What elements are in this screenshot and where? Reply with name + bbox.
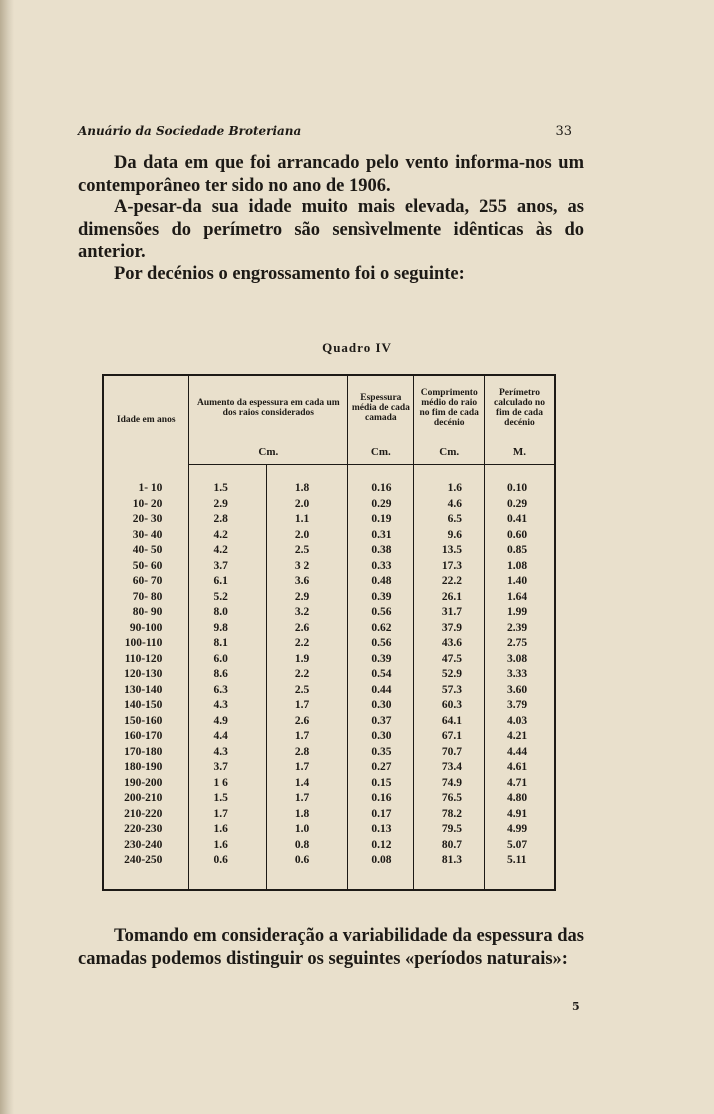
cell-increase-b: 2.5	[294, 544, 310, 556]
cell-radius: 74.9	[414, 776, 485, 792]
cell-thickness: 0.39	[348, 590, 414, 606]
table-row	[103, 807, 555, 823]
cell-increase-b: 2.6	[294, 714, 310, 727]
cell-thickness: 0.54	[348, 667, 414, 683]
cell-increase-b: 1.9	[294, 652, 310, 665]
cell-perimeter: 3.33	[484, 667, 555, 683]
cell-increase-b: 1.4	[294, 776, 310, 789]
cell-age: 60- 70	[132, 575, 163, 587]
cell-perimeter: 4.44	[484, 745, 555, 761]
cell-age: 20- 30	[132, 513, 163, 525]
cell-age: 170-180	[124, 745, 163, 758]
cell-radius: 60.3	[414, 698, 485, 714]
cell-increase-a: 3.7	[189, 760, 266, 776]
running-header	[78, 124, 572, 139]
cell-perimeter: 0.10	[484, 481, 555, 497]
cell-age: 230-240	[124, 838, 163, 851]
cell-perimeter: 4.71	[484, 776, 555, 792]
cell-increase-a: 8.6	[189, 667, 266, 683]
cell-perimeter: 5.11	[484, 853, 555, 890]
table-row	[103, 621, 555, 637]
cell-age: 200-210	[124, 792, 163, 804]
cell-age: 180-190	[124, 761, 163, 773]
cell-radius: 4.6	[414, 497, 485, 513]
table-row	[103, 714, 555, 730]
cell-thickness: 0.30	[348, 729, 414, 745]
table-row	[103, 838, 555, 854]
cell-radius: 9.6	[414, 528, 485, 544]
table-row	[103, 853, 555, 890]
table-row	[103, 574, 555, 590]
cell-thickness: 0.56	[348, 605, 414, 621]
cell-increase-a: 4.4	[189, 729, 266, 745]
cell-perimeter: 3.08	[484, 652, 555, 668]
cell-age: 70- 80	[132, 590, 163, 603]
cell-perimeter: 1.08	[484, 559, 555, 575]
cell-age: 30- 40	[132, 528, 163, 541]
cell-radius: 78.2	[414, 807, 485, 823]
table-caption: Quadro IV	[322, 340, 392, 355]
cell-perimeter: 1.64	[484, 590, 555, 606]
cell-thickness: 0.39	[348, 652, 414, 668]
cell-thickness: 0.08	[348, 853, 414, 890]
cell-increase-a: 5.2	[189, 590, 266, 606]
cell-radius: 73.4	[414, 760, 485, 776]
cell-perimeter: 0.29	[484, 497, 555, 513]
cell-thickness: 0.30	[348, 698, 414, 714]
cell-age: 190-200	[124, 776, 163, 789]
cell-thickness: 0.33	[348, 559, 414, 575]
cell-increase-b: 1.0	[294, 823, 310, 835]
cell-radius: 80.7	[414, 838, 485, 854]
cell-increase-a: 4.3	[189, 698, 266, 714]
cell-perimeter: 2.75	[484, 636, 555, 652]
table-row	[103, 512, 555, 528]
cell-increase-b: 3 2	[294, 559, 310, 572]
cell-thickness: 0.17	[348, 807, 414, 823]
cell-perimeter: 3.79	[484, 698, 555, 714]
cell-perimeter: 1.99	[484, 605, 555, 621]
table-row	[103, 760, 555, 776]
cell-increase-a: 1.5	[189, 481, 266, 497]
cell-thickness: 0.38	[348, 543, 414, 559]
table-row	[103, 698, 555, 714]
cell-perimeter: 4.91	[484, 807, 555, 823]
cell-thickness: 0.13	[348, 822, 414, 838]
cell-increase-b: 2.0	[294, 497, 310, 510]
table-row	[103, 528, 555, 544]
cell-perimeter: 0.60	[484, 528, 555, 544]
cell-thickness: 0.37	[348, 714, 414, 730]
cell-radius: 43.6	[414, 636, 485, 652]
cell-radius: 81.3	[414, 853, 485, 890]
cell-perimeter: 4.03	[484, 714, 555, 730]
table-row	[103, 590, 555, 606]
cell-increase-b: 2.2	[294, 637, 310, 649]
cell-increase-a: 6.1	[189, 574, 266, 590]
cell-age: 240-250	[124, 854, 163, 866]
cell-age: 40- 50	[132, 544, 163, 556]
unit-increase: Cm.	[189, 440, 348, 465]
cell-increase-b: 1.8	[294, 482, 310, 494]
cell-increase-b: 3.6	[294, 575, 310, 587]
cell-radius: 26.1	[414, 590, 485, 606]
cell-increase-b: 2.5	[294, 683, 310, 696]
cell-radius: 76.5	[414, 791, 485, 807]
cell-increase-a: 3.7	[189, 559, 266, 575]
cell-perimeter: 4.80	[484, 791, 555, 807]
cell-thickness: 0.29	[348, 497, 414, 513]
unit-thickness: Cm.	[348, 440, 414, 465]
cell-radius: 70.7	[414, 745, 485, 761]
unit-perimeter: M.	[484, 440, 555, 465]
cell-perimeter: 0.85	[484, 543, 555, 559]
cell-age: 150-160	[124, 714, 163, 727]
cell-increase-a: 4.9	[189, 714, 266, 730]
cell-increase-b: 1.7	[294, 761, 310, 773]
cell-increase-a: 1.6	[189, 838, 266, 854]
cell-increase-b: 2.0	[294, 528, 310, 541]
cell-perimeter: 4.61	[484, 760, 555, 776]
header-radius: Comprimento médio do raio no fim de cada decénio	[414, 375, 485, 440]
cell-radius: 17.3	[414, 559, 485, 575]
cell-radius: 67.1	[414, 729, 485, 745]
header-perimeter: Perímetro calculado no fim de cada decénio	[484, 375, 555, 440]
cell-increase-a: 8.1	[189, 636, 266, 652]
cell-increase-a: 6.0	[189, 652, 266, 668]
cell-increase-a: 1.7	[189, 807, 266, 823]
cell-increase-b: 2.8	[294, 745, 310, 758]
header-increase: Aumento da espessura em cada um dos raios considerados	[189, 375, 348, 440]
table-row	[103, 667, 555, 683]
cell-radius: 79.5	[414, 822, 485, 838]
cell-age: 100-110	[124, 637, 163, 649]
table-row	[103, 636, 555, 652]
table-row	[103, 745, 555, 761]
cell-thickness: 0.16	[348, 791, 414, 807]
table-row	[103, 543, 555, 559]
unit-radius: Cm.	[414, 440, 485, 465]
cell-increase-a: 9.8	[189, 621, 266, 637]
cell-increase-a: 6.3	[189, 683, 266, 699]
cell-radius: 6.5	[414, 512, 485, 528]
cell-increase-b: 2.9	[294, 590, 310, 603]
cell-perimeter: 0.41	[484, 512, 555, 528]
cell-increase-a: 0.6	[189, 853, 266, 890]
cell-increase-b: 0.6	[294, 854, 310, 866]
cell-thickness: 0.44	[348, 683, 414, 699]
cell-age: 220-230	[124, 823, 163, 835]
cell-increase-a: 8.0	[189, 605, 266, 621]
cell-radius: 31.7	[414, 605, 485, 621]
cell-thickness: 0.19	[348, 512, 414, 528]
header-thickness: Espessura média de cada camada	[348, 375, 414, 440]
cell-age: 110-120	[124, 652, 163, 665]
cell-thickness: 0.15	[348, 776, 414, 792]
cell-thickness: 0.27	[348, 760, 414, 776]
cell-radius: 47.5	[414, 652, 485, 668]
cell-radius: 52.9	[414, 667, 485, 683]
cell-increase-a: 1.6	[189, 822, 266, 838]
table-row	[103, 481, 555, 497]
cell-radius: 13.5	[414, 543, 485, 559]
cell-increase-b: 2.2	[294, 668, 310, 680]
cell-increase-b: 1.8	[294, 807, 310, 820]
cell-perimeter: 3.60	[484, 683, 555, 699]
cell-perimeter: 2.39	[484, 621, 555, 637]
cell-thickness: 0.62	[348, 621, 414, 637]
cell-thickness: 0.12	[348, 838, 414, 854]
table-row	[103, 683, 555, 699]
cell-age: 120-130	[124, 668, 163, 680]
paragraph-1: Da data em que foi arrancado pelo vento informa-nos um contemporâneo ter sido no ano de 1906.	[78, 153, 584, 196]
running-title: Anuário da Sociedade Broteriana	[78, 124, 302, 138]
table-row	[103, 497, 555, 513]
cell-increase-a: 4.2	[189, 528, 266, 544]
cell-perimeter: 1.40	[484, 574, 555, 590]
cell-age: 80- 90	[132, 606, 163, 618]
cell-radius: 37.9	[414, 621, 485, 637]
cell-increase-b: 3.2	[294, 606, 310, 618]
cell-increase-b: 0.8	[294, 838, 310, 851]
table-row	[103, 652, 555, 668]
paragraph-2: A-pesar-da sua idade muito mais elevada, 255 anos, as dimensões do perímetro são sensìvelmente idênticas às do anterior.	[78, 197, 584, 262]
cell-thickness: 0.35	[348, 745, 414, 761]
cell-age: 50- 60	[132, 559, 163, 572]
paragraph-4: Tomando em consideração a variabilidade da espessura das camadas podemos distinguir os seguintes «períodos naturais»:	[78, 926, 584, 969]
signature-mark: 5	[572, 1000, 580, 1013]
table-spacer-row	[103, 465, 555, 482]
cell-age: 90-100	[129, 621, 163, 634]
table-row	[103, 791, 555, 807]
cell-increase-b: 1.7	[294, 699, 310, 711]
table-row	[103, 729, 555, 745]
cell-increase-b: 1.7	[294, 730, 310, 742]
cell-increase-a: 4.3	[189, 745, 266, 761]
table-row	[103, 559, 555, 575]
page-edge	[0, 0, 14, 1114]
cell-thickness: 0.48	[348, 574, 414, 590]
cell-age: 160-170	[124, 730, 163, 742]
cell-increase-b: 2.6	[294, 621, 310, 634]
cell-radius: 57.3	[414, 683, 485, 699]
table-row	[103, 822, 555, 838]
cell-age: 10- 20	[132, 497, 163, 510]
cell-perimeter: 4.99	[484, 822, 555, 838]
cell-increase-a: 1 6	[189, 776, 266, 792]
cell-radius: 64.1	[414, 714, 485, 730]
cell-increase-b: 1.1	[294, 513, 310, 525]
table-body	[103, 465, 555, 890]
cell-increase-a: 1.5	[189, 791, 266, 807]
cell-thickness: 0.56	[348, 636, 414, 652]
cell-radius: 22.2	[414, 574, 485, 590]
cell-age: 210-220	[124, 807, 163, 820]
header-age: Idade em anos	[116, 415, 176, 426]
cell-age: 140-150	[124, 699, 163, 711]
cell-radius: 1.6	[414, 481, 485, 497]
cell-increase-a: 2.9	[189, 497, 266, 513]
table-row	[103, 776, 555, 792]
table-row	[103, 605, 555, 621]
page-number: 33	[555, 124, 572, 139]
cell-perimeter: 5.07	[484, 838, 555, 854]
cell-age: 130-140	[124, 683, 163, 696]
cell-age: 1- 10	[138, 482, 163, 494]
cell-perimeter: 4.21	[484, 729, 555, 745]
cell-increase-a: 4.2	[189, 543, 266, 559]
cell-thickness: 0.16	[348, 481, 414, 497]
cell-increase-a: 2.8	[189, 512, 266, 528]
cell-thickness: 0.31	[348, 528, 414, 544]
cell-increase-b: 1.7	[294, 792, 310, 804]
data-table	[102, 374, 556, 891]
paragraph-3: Por decénios o engrossamento foi o seguinte:	[114, 264, 465, 284]
